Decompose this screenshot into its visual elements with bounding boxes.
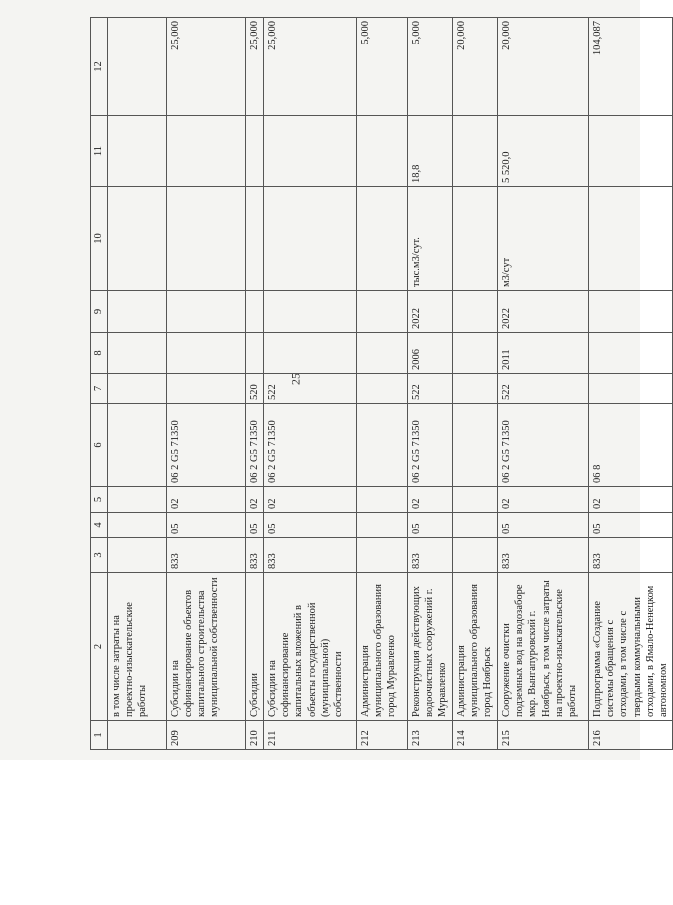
row-number: 209 bbox=[167, 721, 246, 750]
header-row bbox=[91, 18, 108, 750]
cell-ministry: 833 bbox=[167, 538, 246, 573]
cell-unit: тыс.м3/сут. bbox=[408, 187, 453, 291]
cell-amount bbox=[108, 18, 167, 116]
cell-amount: 5,000 bbox=[408, 18, 453, 116]
cell-section: 05 bbox=[408, 513, 453, 538]
cell-capacity: 18,8 bbox=[408, 116, 453, 187]
cell-section bbox=[108, 513, 167, 538]
cell-section: 05 bbox=[589, 513, 673, 538]
cell-expense-type bbox=[167, 374, 246, 404]
cell-capacity bbox=[246, 116, 264, 187]
cell-subsection bbox=[453, 487, 498, 513]
row-number: 214 bbox=[453, 721, 498, 750]
table-row bbox=[498, 18, 589, 750]
cell-ministry: 833 bbox=[498, 538, 589, 573]
cell-capacity bbox=[264, 116, 357, 187]
cell-target-article bbox=[108, 404, 167, 487]
header-cell: 1 bbox=[91, 721, 108, 750]
cell-end-year bbox=[264, 291, 357, 333]
cell-start-year bbox=[453, 333, 498, 374]
row-name: Реконструкция действующих водоочистных сооружений г. Муравленко bbox=[408, 573, 453, 721]
page-number: 25 bbox=[288, 373, 303, 385]
cell-unit bbox=[167, 187, 246, 291]
cell-section bbox=[453, 513, 498, 538]
table-row bbox=[589, 18, 673, 750]
row-name: Субсидии bbox=[246, 573, 264, 721]
table-row bbox=[167, 18, 246, 750]
cell-ministry: 833 bbox=[408, 538, 453, 573]
cell-target-article: 06 2 G5 71350 bbox=[264, 404, 357, 487]
row-name: Сооружение очистки подземных вод на водозаборе мкр. Вынгапуровский г. Ноябрьск, в том числе затраты на проектно-изыскательские работы bbox=[498, 573, 589, 721]
header-cell: 3 bbox=[91, 538, 108, 573]
cell-start-year bbox=[246, 333, 264, 374]
cell-expense-type: 520 bbox=[246, 374, 264, 404]
cell-capacity bbox=[167, 116, 246, 187]
row-number: 215 bbox=[498, 721, 589, 750]
cell-end-year bbox=[453, 291, 498, 333]
cell-end-year bbox=[108, 291, 167, 333]
cell-subsection: 02 bbox=[246, 487, 264, 513]
cell-start-year bbox=[357, 333, 408, 374]
table-row bbox=[453, 18, 498, 750]
row-number: 213 bbox=[408, 721, 453, 750]
cell-ministry bbox=[108, 538, 167, 573]
row-number bbox=[108, 721, 167, 750]
cell-start-year bbox=[589, 333, 673, 374]
cell-end-year bbox=[357, 291, 408, 333]
cell-expense-type bbox=[108, 374, 167, 404]
row-name: Администрация муниципального образования город Ноябрьск bbox=[453, 573, 498, 721]
header-cell: 4 bbox=[91, 513, 108, 538]
cell-amount: 5,000 bbox=[357, 18, 408, 116]
header-cell: 2 bbox=[91, 573, 108, 721]
cell-subsection: 02 bbox=[167, 487, 246, 513]
cell-unit bbox=[589, 187, 673, 291]
cell-ministry: 833 bbox=[246, 538, 264, 573]
cell-ministry bbox=[357, 538, 408, 573]
cell-subsection bbox=[357, 487, 408, 513]
cell-subsection: 02 bbox=[498, 487, 589, 513]
cell-expense-type: 522 bbox=[408, 374, 453, 404]
cell-unit: м3/сут bbox=[498, 187, 589, 291]
row-name: Подпрограмма «Создание системы обращения с отходами, в том числе с твердыми коммунальными отходами, в Ямало-Ненецком автономном bbox=[589, 573, 673, 721]
cell-expense-type bbox=[357, 374, 408, 404]
table-row bbox=[264, 18, 357, 750]
cell-end-year: 2022 bbox=[408, 291, 453, 333]
row-name: Администрация муниципального образования город Муравленко bbox=[357, 573, 408, 721]
cell-unit bbox=[453, 187, 498, 291]
cell-unit bbox=[357, 187, 408, 291]
table-row bbox=[408, 18, 453, 750]
cell-amount: 20,000 bbox=[453, 18, 498, 116]
cell-target-article: 06 2 G5 71350 bbox=[167, 404, 246, 487]
cell-target-article: 06 8 bbox=[589, 404, 673, 487]
cell-capacity bbox=[357, 116, 408, 187]
cell-start-year bbox=[264, 333, 357, 374]
cell-section bbox=[357, 513, 408, 538]
cell-unit bbox=[246, 187, 264, 291]
row-number: 210 bbox=[246, 721, 264, 750]
row-number: 212 bbox=[357, 721, 408, 750]
cell-start-year: 2011 bbox=[498, 333, 589, 374]
cell-end-year bbox=[589, 291, 673, 333]
cell-subsection: 02 bbox=[408, 487, 453, 513]
header-cell: 8 bbox=[91, 333, 108, 374]
cell-end-year: 2022 bbox=[498, 291, 589, 333]
cell-start-year bbox=[167, 333, 246, 374]
row-number: 211 bbox=[264, 721, 357, 750]
header-cell: 7 bbox=[91, 374, 108, 404]
cell-amount: 20,000 bbox=[498, 18, 589, 116]
row-number: 216 bbox=[589, 721, 673, 750]
cell-section: 05 bbox=[167, 513, 246, 538]
rotated-table-wrapper bbox=[90, 18, 669, 750]
cell-start-year bbox=[108, 333, 167, 374]
cell-unit bbox=[264, 187, 357, 291]
cell-subsection bbox=[108, 487, 167, 513]
row-name: Субсидии на софинансирование объектов капитального строительства муниципальной собственности bbox=[167, 573, 246, 721]
cell-amount: 25,000 bbox=[167, 18, 246, 116]
cell-section: 05 bbox=[264, 513, 357, 538]
cell-expense-type bbox=[453, 374, 498, 404]
cell-target-article: 06 2 G5 71350 bbox=[408, 404, 453, 487]
cell-section: 05 bbox=[246, 513, 264, 538]
cell-capacity: 5 520,0 bbox=[498, 116, 589, 187]
table-row bbox=[246, 18, 264, 750]
cell-subsection: 02 bbox=[589, 487, 673, 513]
header-cell: 12 bbox=[91, 18, 108, 116]
cell-end-year bbox=[167, 291, 246, 333]
row-name: в том числе затраты на проектно-изыскательские работы bbox=[108, 573, 167, 721]
cell-ministry: 833 bbox=[589, 538, 673, 573]
header-cell: 10 bbox=[91, 187, 108, 291]
cell-target-article bbox=[357, 404, 408, 487]
cell-amount: 25,000 bbox=[264, 18, 357, 116]
header-cell: 11 bbox=[91, 116, 108, 187]
budget-table bbox=[90, 17, 673, 750]
cell-end-year bbox=[246, 291, 264, 333]
cell-target-article: 06 2 G5 71350 bbox=[246, 404, 264, 487]
row-name: Субсидии на софинансирование капитальных вложений в объекты государственной (муниципальной) собственности bbox=[264, 573, 357, 721]
table-row bbox=[108, 18, 167, 750]
header-cell: 9 bbox=[91, 291, 108, 333]
cell-capacity bbox=[453, 116, 498, 187]
table-row bbox=[357, 18, 408, 750]
cell-capacity bbox=[589, 116, 673, 187]
cell-subsection: 02 bbox=[264, 487, 357, 513]
cell-target-article: 06 2 G5 71350 bbox=[498, 404, 589, 487]
cell-expense-type bbox=[589, 374, 673, 404]
cell-ministry: 833 bbox=[264, 538, 357, 573]
cell-amount: 104,087 bbox=[589, 18, 673, 116]
header-cell: 6 bbox=[91, 404, 108, 487]
cell-capacity bbox=[108, 116, 167, 187]
cell-expense-type: 522 bbox=[498, 374, 589, 404]
cell-amount: 25,000 bbox=[246, 18, 264, 116]
cell-section: 05 bbox=[498, 513, 589, 538]
cell-ministry bbox=[453, 538, 498, 573]
cell-start-year: 2006 bbox=[408, 333, 453, 374]
header-cell: 5 bbox=[91, 487, 108, 513]
cell-unit bbox=[108, 187, 167, 291]
cell-target-article bbox=[453, 404, 498, 487]
cell-expense-type: 522 bbox=[264, 374, 357, 404]
